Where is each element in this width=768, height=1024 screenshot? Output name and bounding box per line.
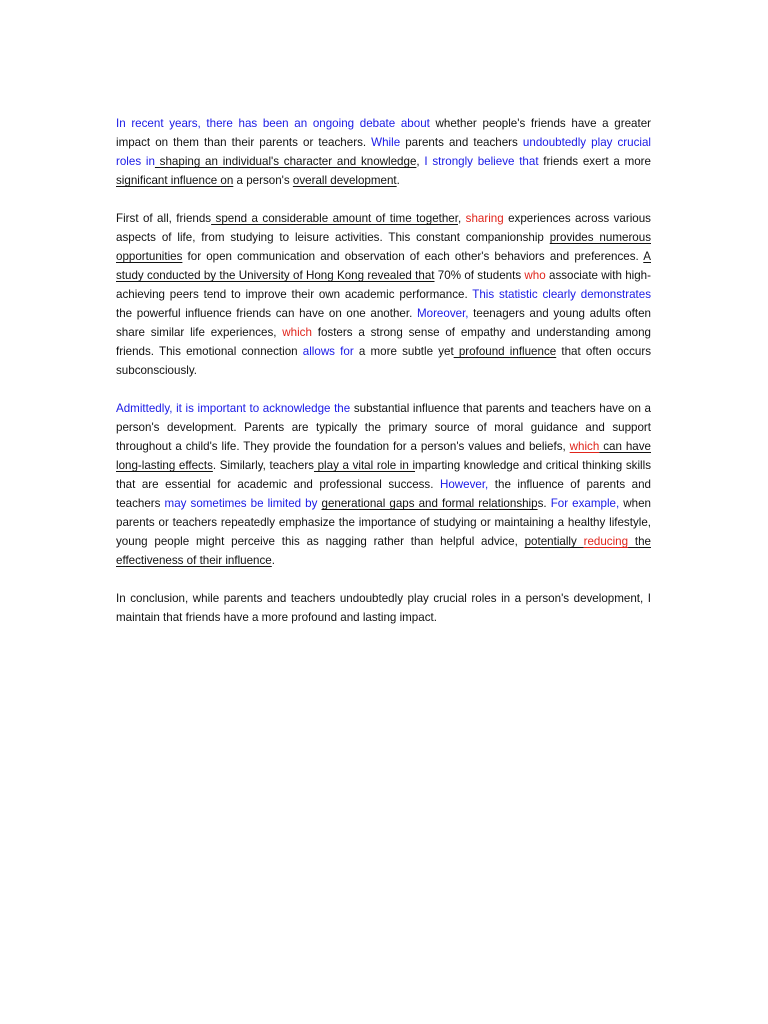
phrase-highlight-blue: Moreover, [416, 307, 469, 320]
text-run: . [396, 174, 400, 187]
text-run: associate with high-achieving peers tend to improve their own academic performance. [116, 269, 651, 301]
paragraph-conclusion [116, 589, 651, 627]
text-run: . Similarly, teachers [212, 459, 314, 472]
phrase-underlined: can have long-lasting effects [116, 440, 651, 472]
text-run: 70% of students [434, 269, 525, 282]
phrase-highlight-blue: However, [439, 478, 489, 491]
phrase-highlight-blue: I strongly believe that [424, 155, 539, 168]
text-run: , [416, 155, 425, 168]
phrase-underlined: shaping an individual's character and knowledge [154, 155, 417, 168]
phrase-highlight-blue: While [371, 136, 401, 149]
phrase-underlined: generational gaps and formal relationship [321, 497, 538, 510]
phrase-underlined: spend a considerable amount of time together [211, 212, 458, 225]
phrase-highlight-blue: allows for [302, 345, 354, 358]
phrase-highlight-red: sharing [465, 212, 504, 225]
phrase-highlight-blue: undoubtedly play crucial roles in [116, 136, 652, 168]
phrase-highlight-red: who [524, 269, 546, 282]
text-run: , [457, 212, 466, 225]
phrase-highlight-red: reducing [583, 535, 629, 548]
phrase-underlined: significant influence on [116, 174, 234, 187]
phrase-highlight-blue: For example, [550, 497, 620, 510]
text-run: the influence of parents and teachers [116, 478, 651, 510]
text-run: a more subtle yet [353, 345, 454, 358]
text-run: that often occurs subconsciously. [116, 345, 652, 377]
text-run: experiences across various aspects of life, from studying to leisure activities. This constant companionship [116, 212, 651, 244]
text-run: a person's [233, 174, 293, 187]
phrase-underlined: overall development [292, 174, 397, 187]
text-run: friends exert a more [538, 155, 651, 168]
text-run: teenagers and young adults often share similar life experiences, [116, 307, 651, 339]
text-run: substantial influence that parents and teachers have on a person's development. Parents are typically the primary source of moral guidance and support throughout a child's life. They provide the foundation for a person's values and beliefs, [116, 402, 651, 453]
phrase-highlight-blue: In recent years, there has been an ongoing debate about [116, 117, 430, 130]
text-run: for open communication and observation of each other's behaviors and preferences. [182, 250, 644, 263]
phrase-highlight-red: which [569, 440, 600, 453]
phrase-underlined: profound influence [453, 345, 557, 358]
text-run: whether people's friends have a greater impact on them than their parents or teachers. [116, 117, 651, 149]
phrase-underlined: A study conducted by the University of Hong Kong revealed that [116, 250, 651, 282]
phrase-highlight-red: which [282, 326, 312, 339]
paragraph-body-1 [116, 209, 651, 380]
text-run: In conclusion, while parents and teachers undoubtedly play crucial roles in a person's development, I maintain that friends have a more profound and lasting impact. [116, 592, 651, 624]
text-run: First of all, friends [116, 212, 212, 225]
text-run: mparting knowledge and critical thinking skills that are essential for academic and professional success. [116, 459, 651, 491]
text-run: s. [537, 497, 551, 510]
document-page [116, 114, 651, 646]
phrase-underlined: the effectiveness of their influence [116, 535, 651, 567]
phrase-highlight-blue: may sometimes be limited by [164, 497, 318, 510]
phrase-highlight-blue: This statistic clearly demonstrates [472, 288, 652, 301]
text-run: . [271, 554, 275, 567]
phrase-underlined: potentially [524, 535, 584, 548]
phrase-highlight-blue: Admittedly, it is important to acknowledge the [116, 402, 351, 415]
phrase-underlined: provides numerous opportunities [116, 231, 651, 263]
phrase-underlined: play a vital role in i [313, 459, 416, 472]
paragraph-introduction [116, 114, 651, 190]
text-run: fosters a strong sense of empathy and understanding among friends. This emotional connection [116, 326, 651, 358]
paragraph-body-2 [116, 399, 651, 570]
text-run: parents and teachers [400, 136, 523, 149]
text-run: when parents or teachers repeatedly emphasize the importance of studying or maintaining a healthy lifestyle, young people might perceive this as nagging rather than helpful advice, [116, 497, 651, 548]
text-run: the powerful influence friends can have on one another. [116, 307, 417, 320]
